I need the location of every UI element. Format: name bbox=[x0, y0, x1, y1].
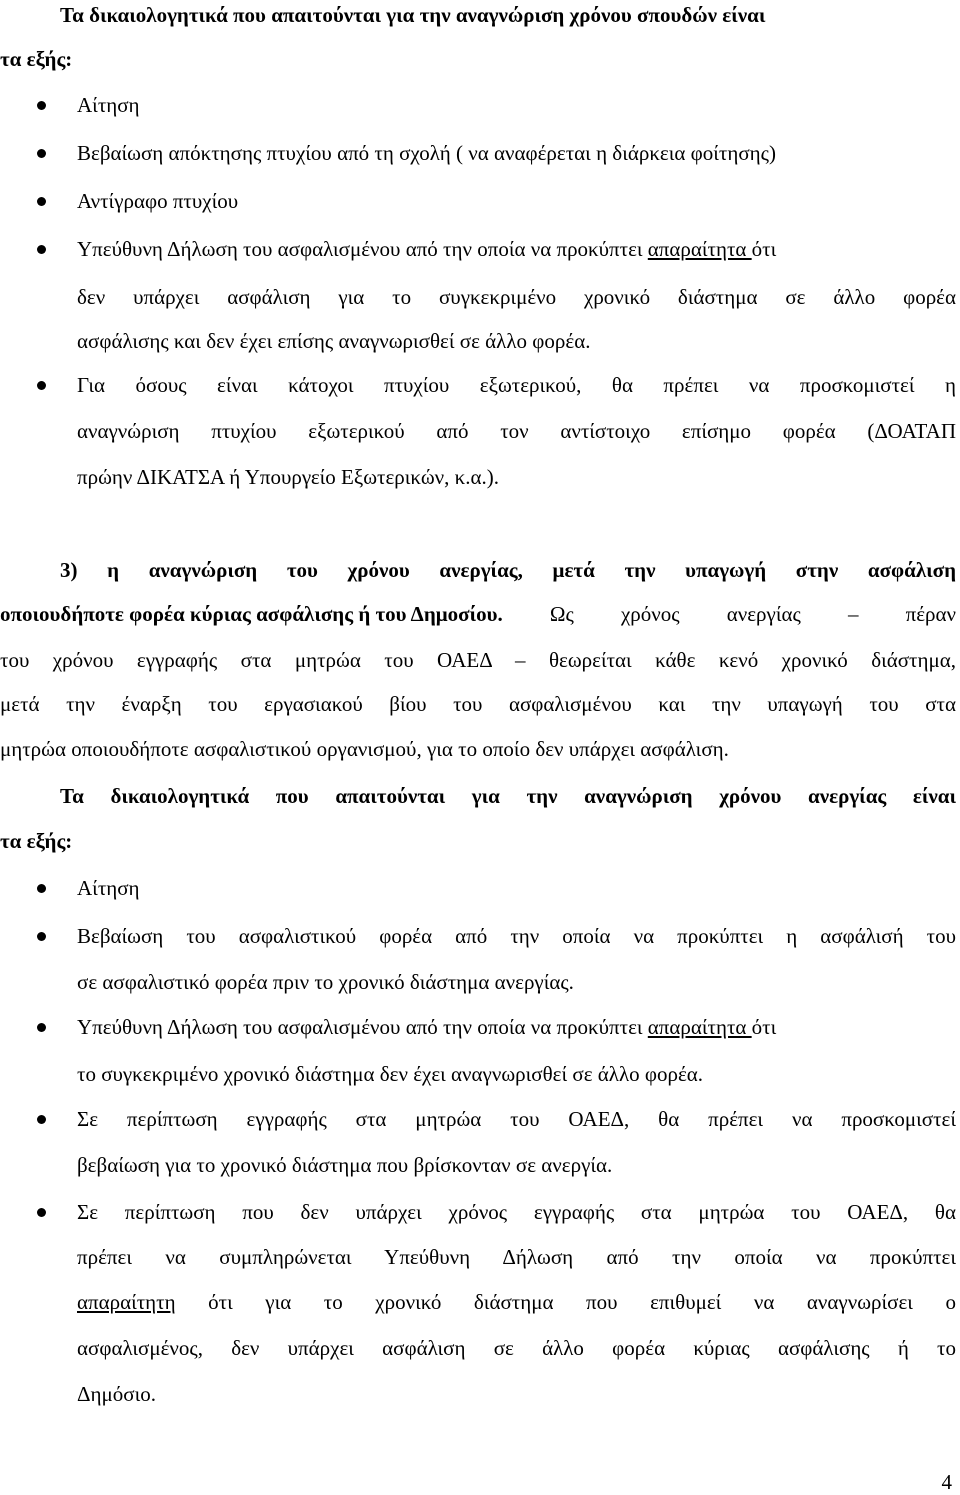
list-item: Αίτηση bbox=[77, 93, 140, 117]
bullet-icon bbox=[37, 245, 46, 254]
heading-unemployment-docs: Τα δικαιολογητικά που απαιτούνται για την αναγνώριση χρόνου ανεργίας είναι bbox=[60, 784, 956, 808]
bullet-icon bbox=[37, 1023, 46, 1032]
list-item: Αίτηση bbox=[77, 876, 140, 900]
list-item-line: Υπεύθυνη Δήλωση του ασφαλισμένου από την οποία να προκύπτει απαραίτητα ότι bbox=[77, 237, 777, 261]
list-item-line: βεβαίωση για το χρονικό διάστημα που βρίσκονταν σε ανεργία. bbox=[77, 1153, 613, 1177]
list-item-line: Σε περίπτωση εγγραφής στα μητρώα του ΟΑΕΔ, θα πρέπει να προσκομιστεί bbox=[77, 1107, 956, 1131]
heading-study-docs-cont: τα εξής: bbox=[0, 47, 73, 71]
bullet-icon bbox=[37, 101, 46, 110]
paragraph-line: οποιουδήποτε φορέα κύριας ασφάλισης ή του Δημοσίου. Ως χρόνος ανεργίας – πέραν bbox=[0, 602, 956, 626]
paragraph-line: μετά την έναρξη του εργασιακού βίου του ασφαλισμένου και την υπαγωγή του στα bbox=[0, 692, 956, 716]
list-item-line: σε ασφαλιστικό φορέα πριν το χρονικό διάστημα ανεργίας. bbox=[77, 970, 574, 994]
paragraph-line: μητρώα οποιουδήποτε ασφαλιστικού οργανισμού, για το οποίο δεν υπάρχει ασφάλιση. bbox=[0, 737, 729, 761]
list-item-line: ασφάλισης και δεν έχει επίσης αναγνωρισθεί σε άλλο φορέα. bbox=[77, 329, 591, 353]
bullet-icon bbox=[37, 381, 46, 390]
page-number: 4 bbox=[941, 1470, 952, 1494]
list-item-line: το συγκεκριμένο χρονικό διάστημα δεν έχει αναγνωρισθεί σε άλλο φορέα. bbox=[77, 1062, 704, 1086]
list-item: Βεβαίωση απόκτησης πτυχίου από τη σχολή ( να αναφέρεται η διάρκεια φοίτησης) bbox=[77, 141, 776, 165]
list-item-line: δεν υπάρχει ασφάλιση για το συγκεκριμένο χρονικό διάστημα σε άλλο φορέα bbox=[77, 285, 956, 309]
list-item-line: Σε περίπτωση που δεν υπάρχει χρόνος εγγραφής στα μητρώα του ΟΑΕΔ, θα bbox=[77, 1200, 956, 1224]
heading-study-docs: Τα δικαιολογητικά που απαιτούνται για την αναγνώριση χρόνου σπουδών είναι bbox=[60, 3, 766, 27]
list-item-line: Υπεύθυνη Δήλωση του ασφαλισμένου από την οποία να προκύπτει απαραίτητα ότι bbox=[77, 1015, 777, 1039]
bullet-icon bbox=[37, 149, 46, 158]
bullet-icon bbox=[37, 1115, 46, 1124]
paragraph-line: του χρόνου εγγραφής στα μητρώα του ΟΑΕΔ – θεωρείται κάθε κενό χρονικό διάστημα, bbox=[0, 648, 956, 672]
bullet-icon bbox=[37, 1208, 46, 1217]
bullet-icon bbox=[37, 932, 46, 941]
list-item: Αντίγραφο πτυχίου bbox=[77, 189, 239, 213]
list-item-line: αναγνώριση πτυχίου εξωτερικού από τον αντίστοιχο επίσημο φορέα (ΔΟΑΤΑΠ bbox=[77, 419, 956, 443]
list-item-line: πρώην ΔΙΚΑΤΣΑ ή Υπουργείο Εξωτερικών, κ.α.). bbox=[77, 465, 499, 489]
list-item-line: απαραίτητη ότι για το χρονικό διάστημα που επιθυμεί να αναγνωρίσει ο bbox=[77, 1290, 956, 1314]
section-title-unemployment: 3) η αναγνώριση του χρόνου ανεργίας, μετά την υπαγωγή στην ασφάλιση bbox=[60, 558, 956, 582]
list-item-line: Για όσους είναι κάτοχοι πτυχίου εξωτερικού, θα πρέπει να προσκομιστεί η bbox=[77, 373, 956, 397]
bullet-icon bbox=[37, 197, 46, 206]
list-item-line: Βεβαίωση του ασφαλιστικού φορέα από την οποία να προκύπτει η ασφάλισή του bbox=[77, 924, 956, 948]
list-item-line: ασφαλισμένος, δεν υπάρχει ασφάλιση σε άλλο φορέα κύριας ασφάλισης ή το bbox=[77, 1336, 956, 1360]
list-item-line: Δημόσιο. bbox=[77, 1382, 156, 1406]
heading-unemployment-docs-cont: τα εξής: bbox=[0, 829, 73, 853]
list-item-line: πρέπει να συμπληρώνεται Υπεύθυνη Δήλωση από την οποία να προκύπτει bbox=[77, 1245, 956, 1269]
bullet-icon bbox=[37, 884, 46, 893]
